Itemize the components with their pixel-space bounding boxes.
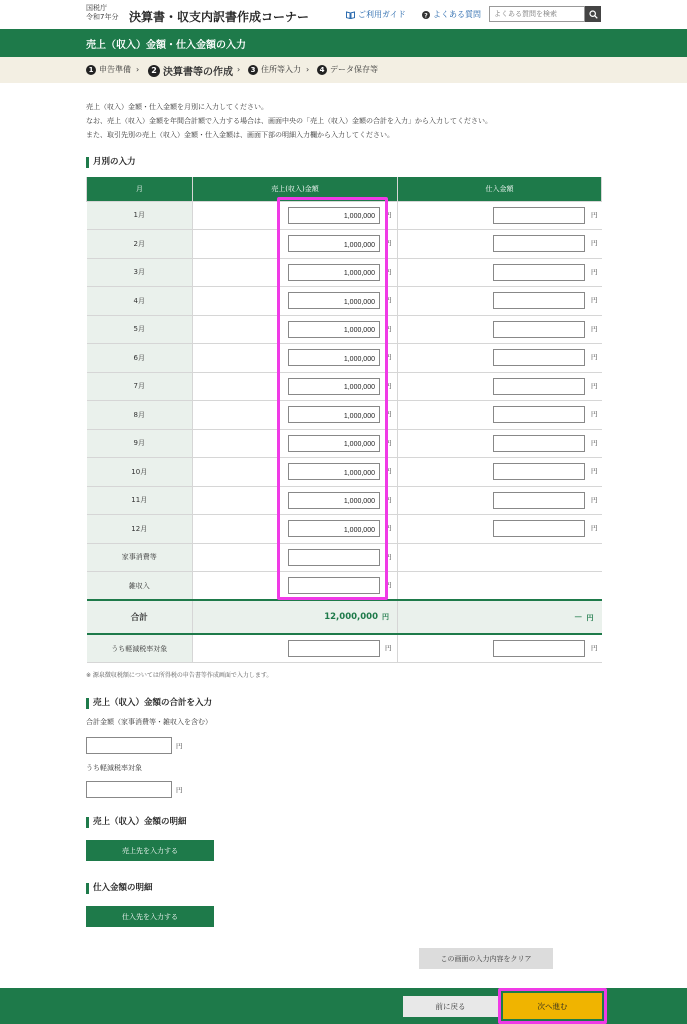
purchase-amount-input[interactable] bbox=[493, 463, 585, 480]
purchase-unit: 円 bbox=[591, 239, 598, 247]
purchase-cell bbox=[398, 372, 602, 401]
month-label: 7月 bbox=[87, 372, 193, 401]
reduced-rate-unit: 円 bbox=[176, 786, 183, 794]
purchase-cell bbox=[398, 543, 602, 572]
total-row bbox=[87, 600, 602, 634]
intro-line: また、取引先別の売上（収入）金額・仕入金額は、画面下部の明細入力欄から入力してください。 bbox=[86, 131, 394, 139]
total-amount-label: 合計金額（家事消費等・雑収入を含む） bbox=[86, 718, 212, 726]
next-button[interactable]: 次へ進む bbox=[503, 993, 602, 1019]
column-header-purchase: 仕入金額 bbox=[398, 177, 602, 201]
sales-unit: 円 bbox=[385, 381, 392, 390]
intro-line: 売上（収入）金額・仕入金額を月別に入力してください。 bbox=[86, 103, 268, 111]
purchase-amount-input[interactable] bbox=[493, 435, 585, 452]
back-button[interactable]: 前に戻る bbox=[403, 996, 498, 1017]
purchase-unit: 円 bbox=[591, 495, 598, 504]
reduced-sales-unit: 円 bbox=[385, 644, 392, 652]
purchase-cell bbox=[398, 230, 602, 259]
month-label: 3月 bbox=[87, 258, 193, 287]
sales-unit: 円 bbox=[385, 296, 392, 304]
purchase-cell bbox=[398, 515, 602, 544]
reduced-rate-row bbox=[87, 634, 602, 663]
search-icon bbox=[589, 10, 598, 19]
step-3 bbox=[248, 64, 301, 75]
sales-unit: 円 bbox=[385, 552, 392, 561]
total-amount-input[interactable] bbox=[86, 737, 172, 754]
sales-unit: 円 bbox=[385, 239, 392, 247]
page-title: 売上（収入）金額・仕入金額の入力 bbox=[0, 29, 687, 57]
purchase-amount-input[interactable] bbox=[493, 349, 585, 366]
month-label: 6月 bbox=[87, 344, 193, 373]
intro-text bbox=[86, 100, 492, 142]
progress-steps bbox=[0, 57, 687, 83]
purchase-amount-input[interactable] bbox=[493, 264, 585, 281]
faq-link-label: よくある質問 bbox=[433, 10, 481, 19]
sales-unit: 円 bbox=[385, 267, 392, 276]
chevron-right-icon: › bbox=[237, 65, 241, 74]
total-sales-unit: 円 bbox=[382, 613, 389, 621]
total-amount-unit: 円 bbox=[176, 742, 183, 750]
sales-unit: 円 bbox=[385, 438, 392, 447]
reduced-purchase-input[interactable] bbox=[493, 640, 585, 657]
sales-unit: 円 bbox=[385, 353, 392, 361]
clear-inputs-button[interactable]: この画面の入力内容をクリア bbox=[419, 948, 553, 969]
purchase-cell bbox=[398, 258, 602, 287]
purchase-cell bbox=[398, 572, 602, 601]
book-icon bbox=[346, 11, 355, 19]
step-2-current bbox=[148, 63, 233, 78]
svg-text:?: ? bbox=[424, 11, 428, 19]
chevron-right-icon: › bbox=[306, 65, 310, 74]
purchase-cell bbox=[398, 486, 602, 515]
reduced-sales-input[interactable] bbox=[288, 640, 380, 657]
step-3-label: 住所等入力 bbox=[261, 65, 301, 74]
purchase-unit: 円 bbox=[591, 381, 598, 390]
sales-unit: 円 bbox=[385, 581, 392, 589]
step-2-number: 2 bbox=[148, 65, 160, 77]
app-title: 決算書・収支内訳書作成コーナー bbox=[129, 10, 310, 24]
withholding-note: ※ 源泉徴収税額については所得税の申告書等作成画面で入力します。 bbox=[86, 672, 273, 679]
reduced-rate-row-label: うち軽減税率対象 bbox=[87, 634, 193, 663]
purchase-amount-input[interactable] bbox=[493, 406, 585, 423]
total-sales bbox=[193, 600, 398, 634]
sales-detail-title: 売上（収入）金額の明細 bbox=[86, 817, 187, 828]
reduced-rate-label: うち軽減税率対象 bbox=[86, 764, 142, 772]
purchase-cell bbox=[398, 429, 602, 458]
month-label: 10月 bbox=[87, 458, 193, 487]
sales-unit: 円 bbox=[385, 324, 392, 333]
sales-unit: 円 bbox=[385, 495, 392, 504]
reduced-purchase-cell bbox=[398, 634, 602, 663]
purchase-amount-input[interactable] bbox=[493, 235, 585, 252]
purchase-unit: 円 bbox=[591, 524, 598, 532]
site-header bbox=[0, 0, 687, 29]
purchase-unit: 円 bbox=[591, 296, 598, 304]
faq-link[interactable] bbox=[422, 9, 481, 20]
purchase-cell bbox=[398, 315, 602, 344]
column-header-month: 月 bbox=[87, 177, 193, 201]
faq-search-input[interactable] bbox=[489, 6, 585, 22]
month-label: 1月 bbox=[87, 201, 193, 230]
step-1-label: 申告準備 bbox=[99, 65, 131, 74]
month-label: 4月 bbox=[87, 287, 193, 316]
month-label: 9月 bbox=[87, 429, 193, 458]
purchase-cell bbox=[398, 287, 602, 316]
total-entry-title: 売上（収入）金額の合計を入力 bbox=[86, 698, 212, 709]
step-4-label: データ保存等 bbox=[330, 65, 378, 74]
search-button[interactable] bbox=[585, 6, 601, 22]
total-purchase-value: － bbox=[573, 613, 583, 623]
purchase-amount-input[interactable] bbox=[493, 207, 585, 224]
purchase-cell bbox=[398, 401, 602, 430]
month-label: 5月 bbox=[87, 315, 193, 344]
purchase-unit: 円 bbox=[591, 353, 598, 361]
month-label: 雑収入 bbox=[87, 572, 193, 601]
sales-unit: 円 bbox=[385, 524, 392, 532]
purchase-unit: 円 bbox=[591, 210, 598, 219]
step-2-label: 決算書等の作成 bbox=[163, 67, 233, 78]
purchase-unit: 円 bbox=[591, 410, 598, 418]
highlight-sales-column bbox=[277, 197, 388, 600]
help-icon bbox=[422, 11, 430, 19]
step-1 bbox=[86, 64, 131, 75]
total-purchase-unit: 円 bbox=[586, 614, 594, 622]
step-1-number: 1 bbox=[86, 65, 96, 75]
agency-label bbox=[86, 4, 118, 22]
month-label: 12月 bbox=[87, 515, 193, 544]
purchase-unit: 円 bbox=[591, 438, 598, 447]
total-purchase bbox=[398, 600, 602, 634]
sales-unit: 円 bbox=[385, 467, 392, 475]
purchase-amount-input[interactable] bbox=[493, 321, 585, 338]
total-label: 合計 bbox=[87, 600, 193, 634]
purchase-unit: 円 bbox=[591, 467, 598, 475]
month-label: 11月 bbox=[87, 486, 193, 515]
month-label: 8月 bbox=[87, 401, 193, 430]
add-customer-button[interactable]: 売上先を入力する bbox=[86, 840, 214, 861]
sales-unit: 円 bbox=[385, 410, 392, 418]
step-4 bbox=[317, 64, 378, 75]
monthly-section-title: 月別の入力 bbox=[86, 157, 136, 168]
purchase-amount-input[interactable] bbox=[493, 492, 585, 509]
reduced-sales-cell bbox=[193, 634, 398, 663]
purchase-cell bbox=[398, 458, 602, 487]
guide-link[interactable] bbox=[346, 9, 406, 20]
guide-link-label: ご利用ガイド bbox=[358, 10, 406, 19]
reduced-rate-input[interactable] bbox=[86, 781, 172, 798]
purchase-amount-input[interactable] bbox=[493, 292, 585, 309]
step-4-number: 4 bbox=[317, 65, 327, 75]
month-label: 2月 bbox=[87, 230, 193, 259]
purchase-amount-input[interactable] bbox=[493, 520, 585, 537]
reduced-purchase-unit: 円 bbox=[591, 644, 598, 652]
column-header-sales: 売上(収入)金額 bbox=[193, 177, 398, 201]
purchase-unit: 円 bbox=[591, 324, 598, 333]
tax-year: 令和7年分 bbox=[86, 13, 119, 21]
purchase-cell bbox=[398, 344, 602, 373]
month-label: 家事消費等 bbox=[87, 543, 193, 572]
step-3-number: 3 bbox=[248, 65, 258, 75]
purchase-cell bbox=[398, 201, 602, 230]
purchase-detail-title: 仕入金額の明細 bbox=[86, 883, 153, 894]
purchase-amount-input[interactable] bbox=[493, 378, 585, 395]
agency-name: 国税庁 bbox=[86, 4, 107, 12]
total-sales-value: 12,000,000 bbox=[324, 612, 378, 622]
chevron-right-icon: › bbox=[136, 65, 140, 74]
purchase-unit: 円 bbox=[591, 267, 598, 276]
sales-unit: 円 bbox=[385, 210, 392, 219]
intro-line: なお、売上（収入）金額を年間合計額で入力する場合は、画面中央の「売上（収入）金額の合計を入力」から入力してください。 bbox=[86, 117, 492, 125]
add-supplier-button[interactable]: 仕入先を入力する bbox=[86, 906, 214, 927]
